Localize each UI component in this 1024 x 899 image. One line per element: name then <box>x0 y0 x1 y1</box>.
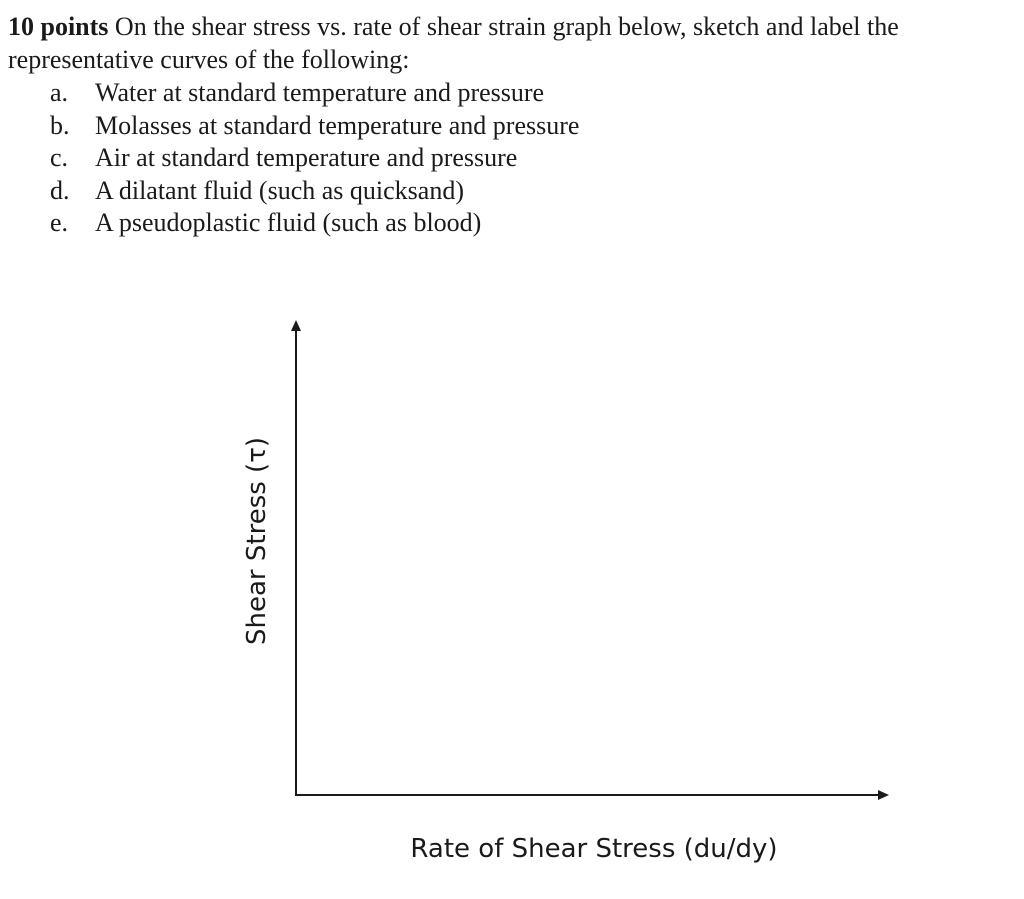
item-text: Water at standard temperature and pressure <box>95 78 545 107</box>
question-text: On the shear stress vs. rate of shear strain graph below, sketch and label the representative curves of the following: <box>8 12 899 74</box>
y-axis-arrow-icon <box>291 320 301 331</box>
item-text: Molasses at standard temperature and pressure <box>95 110 580 140</box>
item-letter: d. <box>50 175 70 205</box>
points-value: 10 points <box>8 12 109 41</box>
y-axis-label: Shear Stress (τ) <box>242 437 272 645</box>
item-text: A dilatant fluid (such as quicksand) <box>95 175 464 205</box>
item-letter: e. <box>50 208 69 237</box>
item-letter: a. <box>50 78 69 107</box>
item-text: A pseudoplastic fluid (such as blood) <box>95 208 482 237</box>
item-letter: c. <box>50 143 69 172</box>
item-letter: b. <box>50 110 70 140</box>
x-axis-arrow-icon <box>878 790 889 800</box>
x-axis-label: Rate of Shear Stress (du/dy) <box>410 834 778 864</box>
item-text: Air at standard temperature and pressure <box>95 143 518 172</box>
